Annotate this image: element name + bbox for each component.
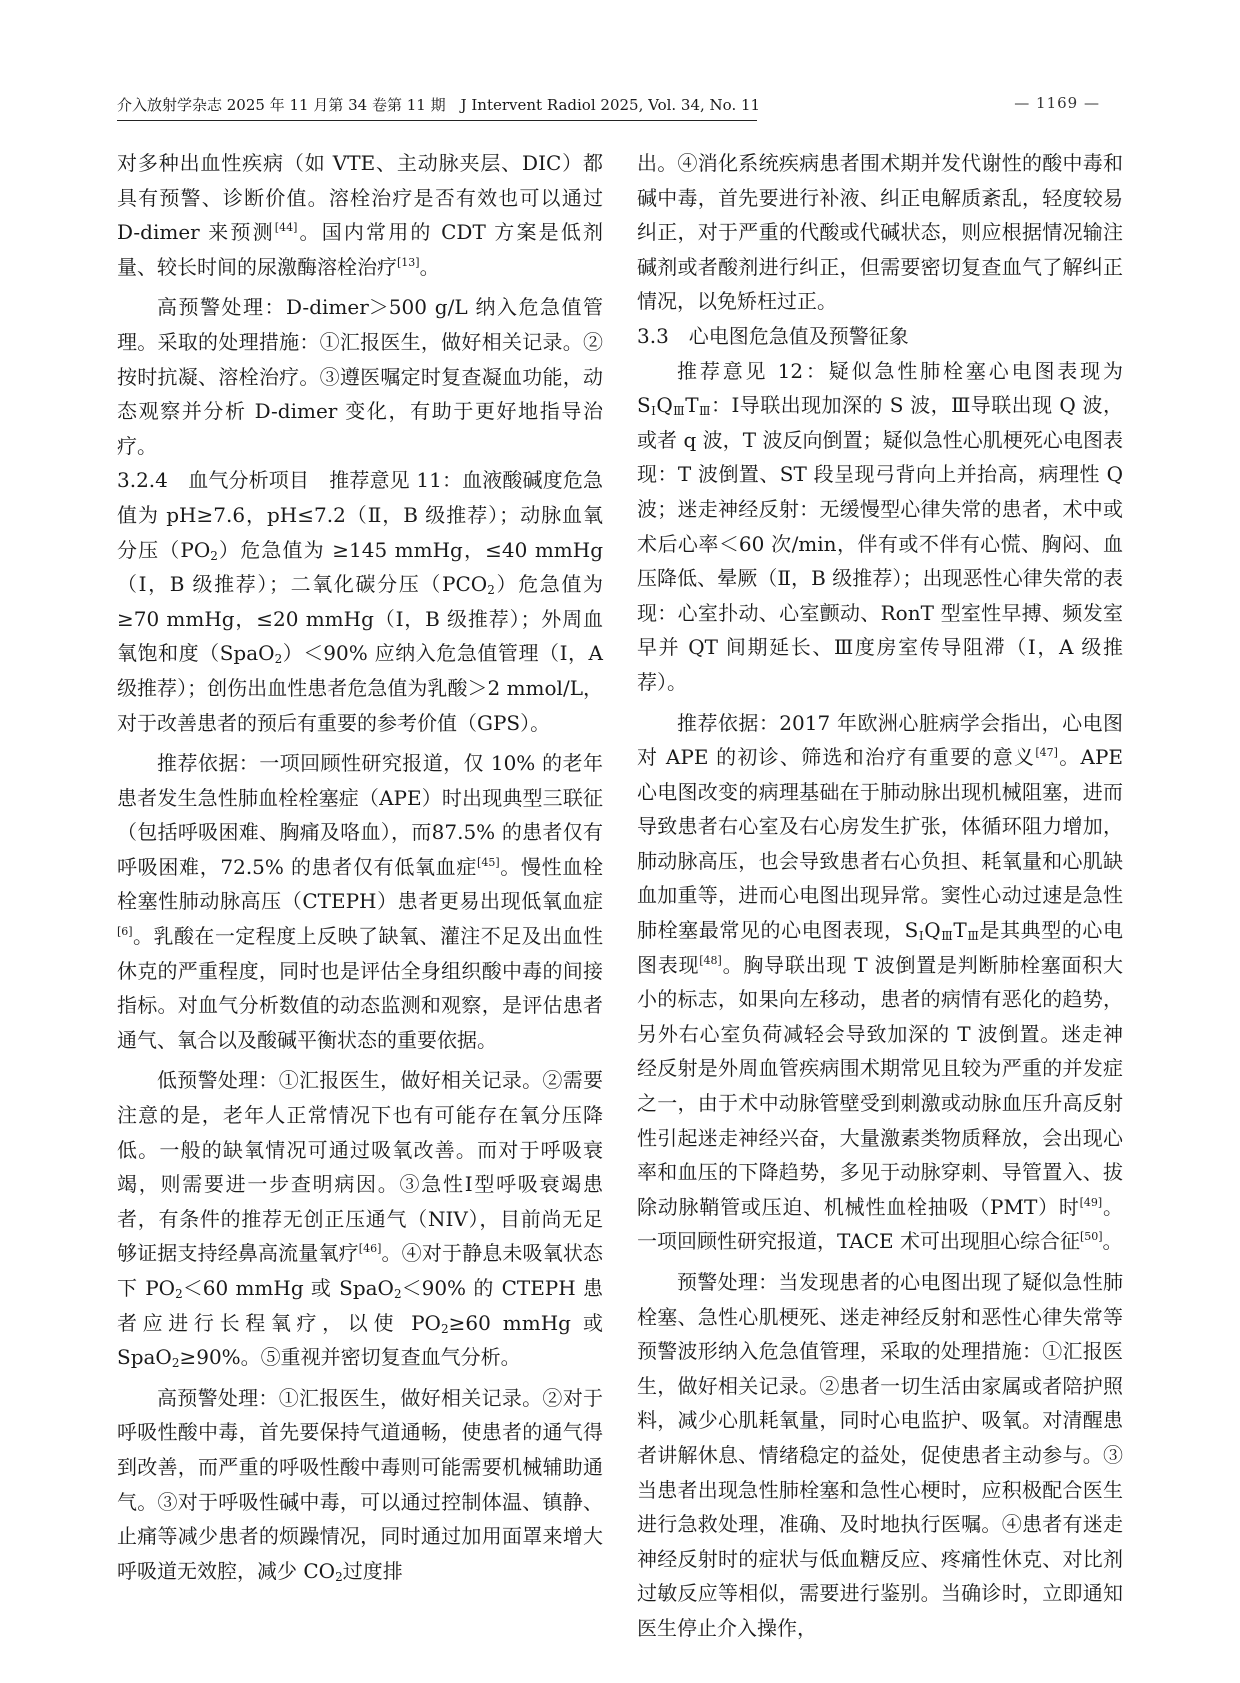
paragraph: 推荐依据：一项回顾性研究报道，仅 10% 的老年患者发生急性肺血栓栓塞症（APE）时出现典型三联征（包括呼吸困难、胸痛及咯血），而87.5% 的患者仅有呼吸困难，72.5% 的患者仅有低氧血症[45]。慢性血栓栓塞性肺动脉高压（CTEPH）患者更易出现低氧血症[6]。乳酸在一定程度上反映了缺氧、灌注不足及出血性休克的严重程度，同时也是评估全身组织酸中毒的间接指标。对血气分析数值的动态监测和观察，是评估患者通气、氧合以及酸碱平衡状态的重要依据。 xyxy=(117,751,604,1052)
section-heading: 3.2.4 血气分析项目 推荐意见 11：血液酸碱度危急值为 pH≥7.6，pH≤7.2（Ⅱ，B 级推荐）；动脉血氧分压$(PO_2)$危急值为 ≥145 mmHg，≤40 mmHg（Ⅰ，B 级推荐）；二氧化碳分压$(PCO_2)$危急值为≥70 mmHg，≤20 mmHg（Ⅰ，B 级推荐）；外周血氧饱和度（SpaO$_2$）＜90% 应纳入危急值管理（Ⅰ，A 级推荐）；创伤出血性患者危急值为乳酸＞2 mmol/L，对于改善患者的预后有重要的参考价值（GPS）。 xyxy=(117,468,604,735)
paragraph: 高预警处理：①汇报医生，做好相关记录。②对于呼吸性酸中毒，首先要保持气道通畅，使患者的通气得到改善，而严重的呼吸性酸中毒则可能需要机械辅助通气。③对于呼吸性碱中毒，可以通过控制体温、镇静、止痛等减少患者的烦躁情况，同时通过加用面罩来增大呼吸道无效腔，减少 $CO_2$过度排 xyxy=(117,1385,603,1584)
page-number: — 1169 — xyxy=(1014,94,1100,112)
paragraph: 对多种出血性疾病（如 VTE、主动脉夹层、DIC）都具有预警、诊断价值。溶栓治疗是否有效也可以通过 D-dimer 来预测[44]。国内常用的 CDT 方案是低剂量、较长时间的尿激酶溶栓治疗[13]。 xyxy=(117,151,603,279)
running-header: 介入放射学杂志 2025 年 11 月第 34 卷第 11 期 J Intervent Radiol 2025, Vol. 34, No. 11 xyxy=(117,94,757,121)
section-heading: 3.3 心电图危急值及预警征象 xyxy=(637,323,909,348)
citation: [47] xyxy=(1035,746,1058,760)
paragraph: 推荐意见 12：疑似急性肺栓塞心电图表现为 $S_ⅠQ_ⅢT_Ⅲ$：Ⅰ导联出现加深的 S 波，Ⅲ导联出现 Q 波，或者 q 波，T 波反向倒置；疑似急性心肌梗死心电图表现：T 波倒置、ST 段呈现弓背向上并抬高，病理性 Q 波；迷走神经反射：无缓慢型心律失常的患者，术中或术后心率＜60 次/min，伴有或不伴有心慌、胸闷、血压降低、晕厥（Ⅱ，B 级推荐）；出现恶性心律失常的表现：心室扑动、心室颤动、RonT 型室性早搏、频发室早并 QT 间期延长、Ⅲ度房室传导阻滞（Ⅰ，A 级推荐）。 xyxy=(637,358,1124,694)
citation: [48] xyxy=(699,953,722,967)
citation: [13] xyxy=(397,255,420,269)
paragraph: 推荐依据：2017 年欧洲心脏病学会指出，心电图对 APE 的初诊、筛选和治疗有重要的意义[47]。APE 心电图改变的病理基础在于肺动脉出现机械阻塞，进而导致患者右心室及右心房发生扩张，体循环阻力增加，肺动脉高压，也会导致患者右心负担、耗氧量和心肌缺血加重等，进而心电图出现异常。窦性心动过速是急性肺栓塞最常见的心电图表现，$S_ⅠQ_ⅢT_Ⅲ$是其典型的心电图表现[48]。胸导联出现 T 波倒置是判断肺栓塞面积大小的标志，如果向左移动，患者的病情有恶化的趋势，另外右心室负荷减轻会导致加深的 T 波倒置。迷走神经反射是外周血管疾病围术期常见且较为严重的并发症之一，由于术中动脉管壁受到刺激或动脉血压升高反射性引起迷走神经兴奋，大量激素类物质释放，会出现心率和血压的下降趋势，多见于动脉穿刺、导管置入、拔除动脉鞘管或压迫、机械性血栓抽吸（PMT）时[49]。一项回顾性研究报道，TACE 术可出现胆心综合征[50]。 xyxy=(637,710,1124,1254)
paragraph: 高预警处理：D-dimer＞500 g/L 纳入危急值管理。采取的处理措施：①汇报医生，做好相关记录。②按时抗凝、溶栓治疗。③遵医嘱定时复查凝血功能，动态观察并分析 D-dimer 变化，有助于更好地指导治疗。 xyxy=(117,295,603,458)
citation: [44] xyxy=(274,221,298,235)
paragraph: 出。④消化系统疾病患者围术期并发代谢性的酸中毒和碱中毒，首先要进行补液、纠正电解质紊乱，轻度较易纠正，对于严重的代酸或代碱状态，则应根据情况输注碱剂或者酸剂进行纠正，但需要密切复查血气了解纠正情况，以免矫枉过正。 xyxy=(637,151,1123,314)
citation: [50] xyxy=(1079,1230,1103,1244)
paragraph: 低预警处理：①汇报医生，做好相关记录。②需要注意的是，老年人正常情况下也有可能存在氧分压降低。一般的缺氧情况可通过吸氧改善。而对于呼吸衰竭，则需要进一步查明病因。③急性Ⅰ型呼吸衰竭患者，有条件的推荐无创正压通气（NIV），目前尚无足够证据支持经鼻高流量氧疗[46]。④对于静息未吸氧状态下 $PO_2<60$ mmHg 或 SpaO$_2$＜90% 的 CTEPH 患者应进行长程氧疗，以使 $PO_2\ge 60$ mmHg 或 SpaO$_2$≥90%。⑤重视并密切复查血气分析。 xyxy=(117,1068,604,1371)
right-column xyxy=(637,146,1123,1646)
citation: [45] xyxy=(477,855,500,869)
paragraph: 预警处理：当发现患者的心电图出现了疑似急性肺栓塞、急性心肌梗死、迷走神经反射和恶性心律失常等预警波形纳入危急值管理，采取的处理措施：①汇报医生，做好相关记录。②患者一切生活由家属或者陪护照料，减少心肌耗氧量，同时心电监护、吸氧。对清醒患者讲解休息、情绪稳定的益处，促使患者主动参与。③当患者出现急性肺栓塞和急性心梗时，应积极配合医生进行急救处理，准确、及时地执行医嘱。④患者有迷走神经反射时的症状与低血糖反应、疼痛性休克、对比剂过敏反应等相似，需要进行鉴别。当确诊时，立即通知医生停止介入操作， xyxy=(637,1270,1123,1640)
left-column xyxy=(117,146,603,1588)
citation: [6] xyxy=(117,925,133,939)
citation: [49] xyxy=(1079,1195,1103,1209)
citation: [46] xyxy=(358,1242,382,1256)
